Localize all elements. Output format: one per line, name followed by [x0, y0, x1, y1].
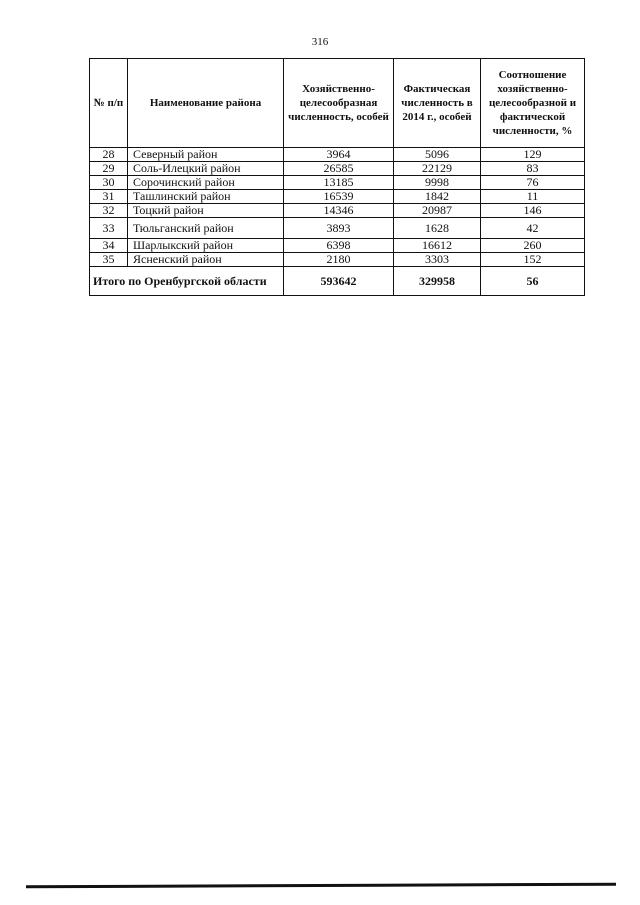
cell-economic: 13185	[284, 176, 394, 190]
bottom-rule-divider	[26, 883, 616, 889]
table-total-row	[90, 267, 585, 296]
total-economic: 593642	[284, 267, 394, 296]
cell-actual: 9998	[394, 176, 481, 190]
cell-name: Тюльганский район	[128, 218, 284, 239]
cell-ratio: 146	[481, 204, 585, 218]
cell-num: 32	[90, 204, 128, 218]
district-population-table	[89, 58, 585, 296]
table-row	[90, 190, 585, 204]
cell-economic: 26585	[284, 162, 394, 176]
cell-ratio: 129	[481, 148, 585, 162]
table-header-row	[90, 59, 585, 148]
table-row	[90, 148, 585, 162]
cell-ratio: 76	[481, 176, 585, 190]
cell-num: 29	[90, 162, 128, 176]
cell-num: 35	[90, 253, 128, 267]
cell-num: 31	[90, 190, 128, 204]
cell-economic: 16539	[284, 190, 394, 204]
cell-economic: 6398	[284, 239, 394, 253]
cell-name: Ясненский район	[128, 253, 284, 267]
header-economic: Хозяйственно-целесообразная численность, особей	[284, 59, 394, 148]
cell-ratio: 152	[481, 253, 585, 267]
cell-actual: 20987	[394, 204, 481, 218]
total-label: Итого по Оренбургской области	[90, 267, 284, 296]
cell-ratio: 260	[481, 239, 585, 253]
cell-actual: 5096	[394, 148, 481, 162]
header-actual: Фактическая численность в 2014 г., особей	[394, 59, 481, 148]
cell-name: Шарлыкский район	[128, 239, 284, 253]
cell-num: 34	[90, 239, 128, 253]
table-row	[90, 218, 585, 239]
table-row	[90, 162, 585, 176]
cell-actual: 16612	[394, 239, 481, 253]
table-row	[90, 204, 585, 218]
cell-name: Ташлинский район	[128, 190, 284, 204]
table-row	[90, 239, 585, 253]
cell-actual: 22129	[394, 162, 481, 176]
cell-num: 33	[90, 218, 128, 239]
header-ratio: Соотношение хозяйственно-целесообразной и фактической численности, %	[481, 59, 585, 148]
cell-economic: 2180	[284, 253, 394, 267]
cell-economic: 3893	[284, 218, 394, 239]
total-ratio: 56	[481, 267, 585, 296]
cell-num: 30	[90, 176, 128, 190]
cell-num: 28	[90, 148, 128, 162]
header-name: Наименование района	[128, 59, 284, 148]
cell-name: Северный район	[128, 148, 284, 162]
cell-name: Сорочинский район	[128, 176, 284, 190]
cell-ratio: 42	[481, 218, 585, 239]
table-row	[90, 176, 585, 190]
cell-economic: 14346	[284, 204, 394, 218]
cell-actual: 3303	[394, 253, 481, 267]
cell-actual: 1842	[394, 190, 481, 204]
header-num: № п/п	[90, 59, 128, 148]
cell-name: Соль-Илецкий район	[128, 162, 284, 176]
cell-ratio: 83	[481, 162, 585, 176]
cell-ratio: 11	[481, 190, 585, 204]
cell-name: Тоцкий район	[128, 204, 284, 218]
cell-economic: 3964	[284, 148, 394, 162]
page-number: 316	[311, 36, 329, 48]
total-actual: 329958	[394, 267, 481, 296]
table-row	[90, 253, 585, 267]
cell-actual: 1628	[394, 218, 481, 239]
